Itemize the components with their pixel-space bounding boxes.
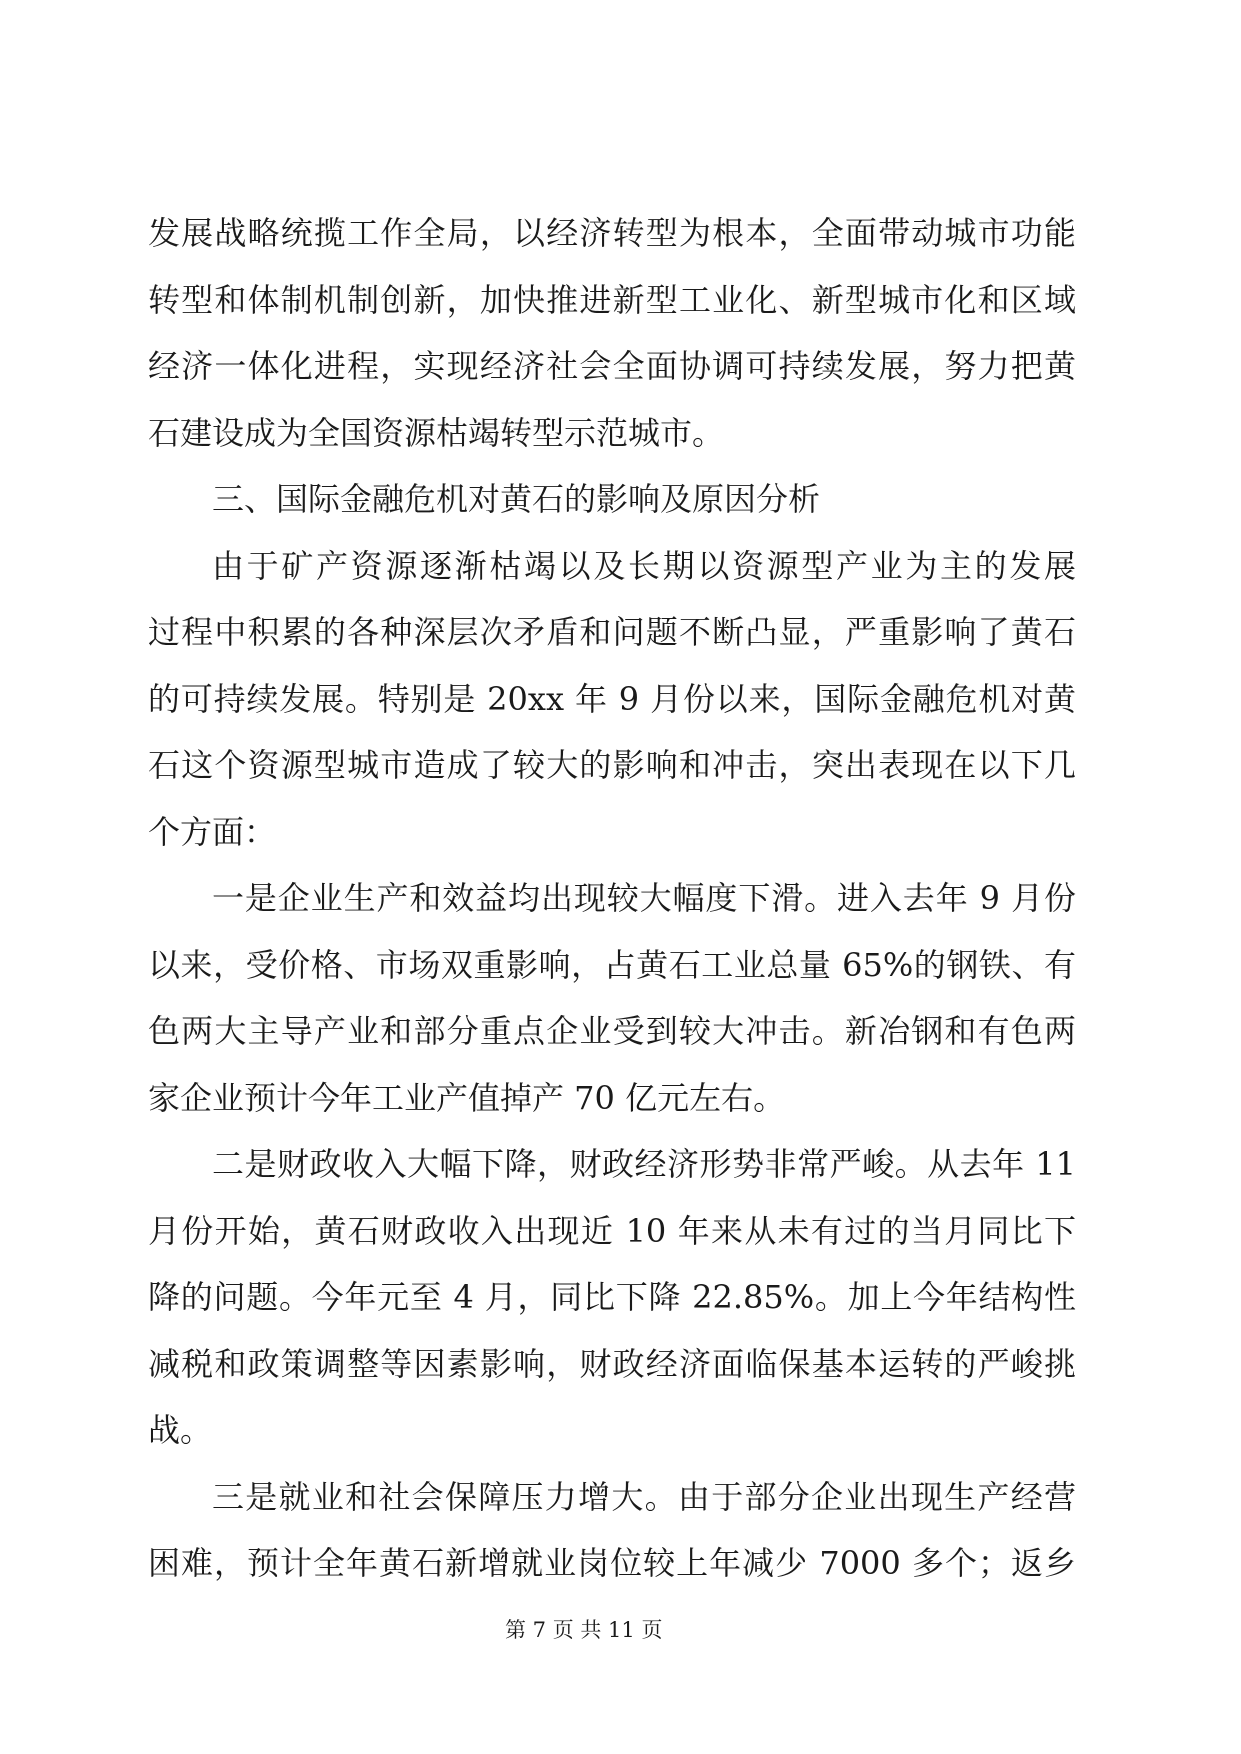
text-line: 过程中积累的各种深层次矛盾和问题不断凸显，严重影响了黄石 bbox=[148, 613, 1076, 651]
paragraph bbox=[148, 865, 1076, 1131]
page-number-footer: 第 7 页 共 11 页 bbox=[505, 1618, 663, 1642]
text-line: 石建设成为全国资源枯竭转型示范城市。 bbox=[148, 413, 725, 452]
document-body bbox=[148, 200, 1076, 1597]
text-line: 月份开始，黄石财政收入出现近 10 年来从未有过的当月同比下 bbox=[148, 1211, 1076, 1250]
text-line: 发展战略统揽工作全局，以经济转型为根本，全面带动城市功能 bbox=[148, 214, 1076, 252]
paragraph bbox=[148, 1131, 1076, 1464]
text-line: 以来，受价格、市场双重影响，占黄石工业总量 65%的钢铁、有 bbox=[148, 945, 1076, 984]
text-line: 一是企业生产和效益均出现较大幅度下滑。进入去年 9 月份 bbox=[212, 879, 1076, 917]
text-line: 色两大主导产业和部分重点企业受到较大冲击。新冶钢和有色两 bbox=[148, 1012, 1076, 1050]
text-line: 困难，预计全年黄石新增就业岗位较上年减少 7000 多个；返乡 bbox=[148, 1544, 1076, 1582]
text-line: 家企业预计今年工业产值掉产 70 亿元左右。 bbox=[148, 1078, 786, 1117]
text-line: 转型和体制机制创新，加快推进新型工业化、新型城市化和区域 bbox=[148, 280, 1076, 319]
paragraph bbox=[148, 533, 1076, 866]
text-line: 个方面： bbox=[148, 812, 277, 851]
text-line: 降的问题。今年元至 4 月，同比下降 22.85%。加上今年结构性 bbox=[148, 1278, 1076, 1316]
text-line: 三是就业和社会保障压力增大。由于部分企业出现生产经营 bbox=[212, 1477, 1076, 1516]
text-line: 战。 bbox=[148, 1411, 213, 1449]
paragraph-continuation bbox=[148, 200, 1076, 466]
text-line: 经济一体化进程，实现经济社会全面协调可持续发展，努力把黄 bbox=[148, 347, 1076, 385]
section-heading bbox=[148, 466, 1076, 533]
heading-line: 三、国际金融危机对黄石的影响及原因分析 bbox=[212, 480, 821, 518]
text-line: 由于矿产资源逐渐枯竭以及长期以资源型产业为主的发展 bbox=[212, 546, 1076, 585]
text-line: 减税和政策调整等因素影响，财政经济面临保基本运转的严峻挑 bbox=[148, 1344, 1076, 1383]
text-line: 石这个资源型城市造成了较大的影响和冲击，突出表现在以下几 bbox=[148, 746, 1076, 784]
text-line: 二是财政收入大幅下降，财政经济形势非常严峻。从去年 11 bbox=[212, 1145, 1076, 1183]
text-line: 的可持续发展。特别是 20xx 年 9 月份以来，国际金融危机对黄 bbox=[148, 679, 1076, 718]
paragraph bbox=[148, 1464, 1076, 1597]
